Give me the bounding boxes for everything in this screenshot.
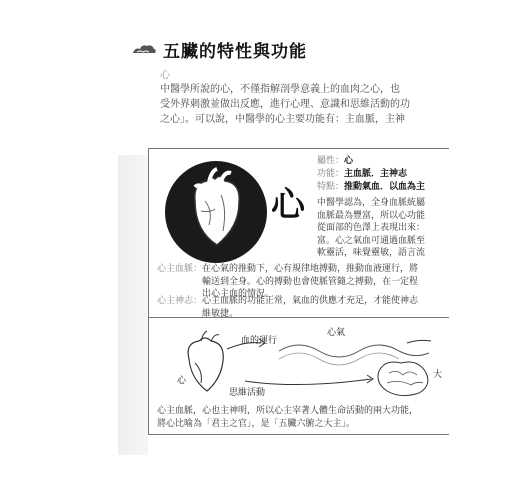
label-thinking: 思維活動 [229, 388, 266, 398]
property-row [317, 168, 425, 181]
function-line: 輸送到全身。心的搏動也會使脈管隨之搏動，在一定程 [202, 276, 419, 287]
function-text: 心主血脈的功能正常，氣血的供應才充足，才能使神志 [202, 296, 419, 306]
function-line: 維敏捷。 [202, 308, 239, 319]
page-shadow [118, 155, 148, 455]
property-value: 主血脈．主神志 [344, 169, 408, 179]
panel-divider [149, 317, 449, 318]
description-line: 軟靈活，味覺靈敏，語言流 [317, 248, 426, 258]
heart-icon [165, 161, 267, 263]
property-value: 推動氣血．以血為主 [344, 182, 426, 192]
section-header [131, 38, 307, 60]
intro-paragraph [160, 82, 460, 127]
property-row [317, 181, 425, 194]
label-heart-qi: 心氣 [327, 328, 346, 338]
label-heart: 心 [177, 376, 187, 386]
organ-character: 心 [271, 185, 305, 225]
organ-properties [317, 155, 425, 194]
heart-illustration [165, 161, 267, 263]
section-title: 五臟的特性與功能 [163, 41, 307, 62]
function-label: 心主神志： [157, 296, 203, 306]
function-label: 心主血脈： [157, 264, 203, 274]
description-line: 從面部的色澤上表現出來： [317, 223, 426, 233]
property-key: 屬性： [317, 156, 345, 166]
property-key: 特點： [317, 182, 345, 192]
summary-line: 心主血脈，心也主神明，所以心主宰著人體生命活動的兩大功能， [157, 406, 419, 416]
intro-line: 之心」。可以說，中醫學的心主要功能有：主血脈，主神 [160, 114, 405, 125]
info-panel [148, 148, 449, 435]
summary-line: 將心比喻為「君主之官」，是「五臟六腑之大主」。 [157, 418, 356, 429]
function-line [157, 263, 418, 276]
function-line [157, 295, 418, 308]
label-right: 大 [433, 370, 443, 380]
property-value: 心 [344, 156, 354, 166]
description-line: 富。心之氣血可通過血脈至 [317, 235, 426, 246]
property-key: 功能： [317, 169, 345, 179]
summary-paragraph [157, 405, 418, 430]
function-line: 出心主血的情況。 [202, 289, 275, 299]
function-text: 在心氣的推動下，心有規律地搏動，推動血液運行，將 [202, 264, 419, 274]
description-line: 中醫學認為，全身血脈統屬 [317, 198, 426, 208]
cloud-ornament-icon [131, 41, 157, 57]
description-line: 血脈最為豐富，所以心功能 [317, 210, 426, 221]
property-row [317, 155, 425, 168]
intro-line: 受外界刺激並做出反應，進行心理、意識和思維活動的功 [160, 99, 410, 110]
organ-description [317, 197, 425, 260]
diagram-illustration [149, 319, 449, 401]
intro-line: 中醫學所說的心，不僅指解剖學意義上的血肉之心，也 [160, 84, 400, 95]
heart-function-diagram [149, 319, 449, 401]
label-blood-flow: 血的運行 [241, 336, 278, 346]
subsection-label: 心 [160, 70, 170, 81]
